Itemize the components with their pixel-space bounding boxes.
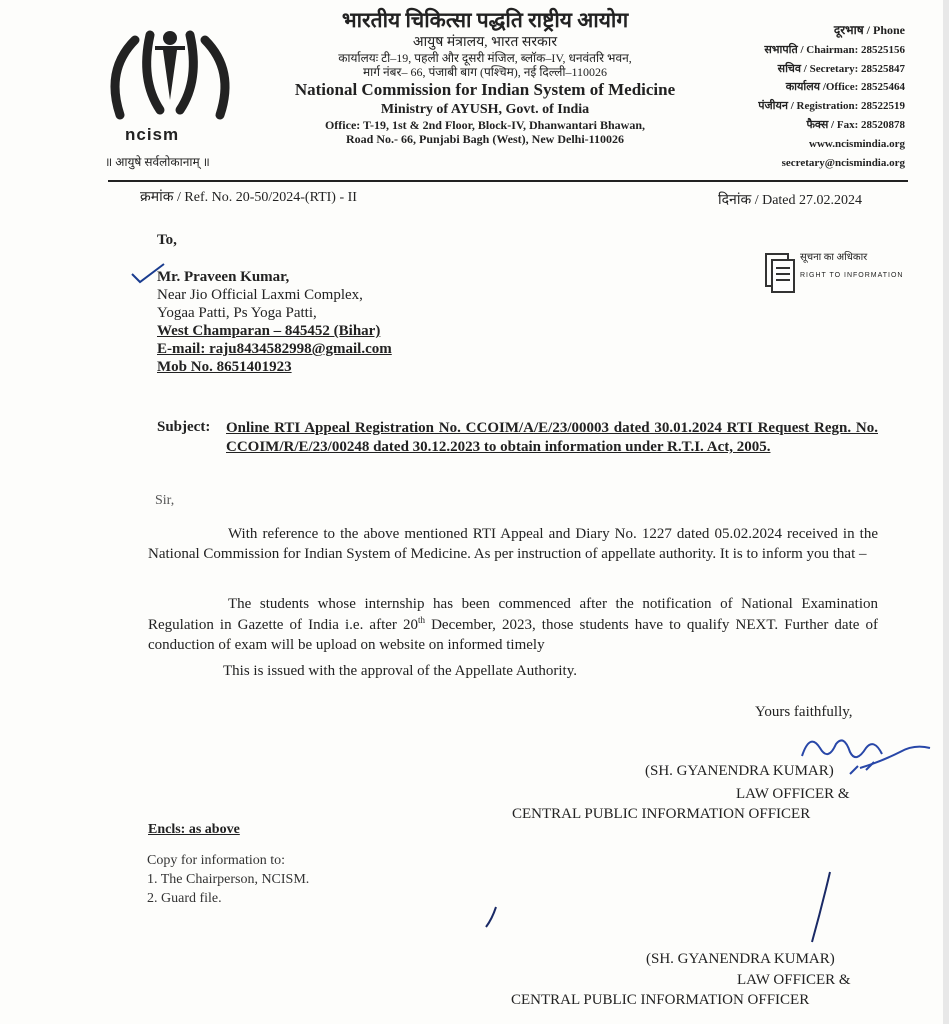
english-address-2: Road No.- 66, Punjabi Bagh (West), New Delhi-110026 bbox=[345, 132, 624, 147]
registration-phone: पंजीयन / Registration: 28522519 bbox=[758, 100, 905, 113]
copy-item-1: 1. The Chairperson, NCISM. bbox=[147, 871, 310, 887]
paragraph-3: This is issued with the approval of the Appellate Authority. bbox=[223, 663, 577, 679]
english-ministry: Ministry of AYUSH, Govt. of India bbox=[380, 101, 590, 117]
office-phone: कार्यालय /Office: 28525464 bbox=[785, 81, 905, 94]
copy-to-list bbox=[147, 852, 309, 909]
paragraph-2-part-b: December, 2023, those students have to qualify NEXT. Further date of conduction of exam will be upload on website on informed timely bbox=[148, 616, 878, 653]
letter-date: दिनांक / Dated 27.02.2024 bbox=[718, 193, 863, 208]
signatory-1-title-1: LAW OFFICER & bbox=[736, 786, 850, 802]
chairman-phone: सभापति / Chairman: 28525156 bbox=[764, 43, 905, 56]
signatory-2-title-1: LAW OFFICER & bbox=[737, 972, 851, 988]
secretary-phone: सचिव / Secretary: 28525847 bbox=[777, 62, 905, 75]
recipient-email: E-mail: raju8434582998@gmail.com bbox=[157, 341, 392, 357]
signatory-2-title-2: CENTRAL PUBLIC INFORMATION OFFICER bbox=[511, 992, 810, 1008]
english-address-1: Office: T-19, 1st & 2nd Floor, Block-IV, Dhanwantari Bhawan, bbox=[324, 117, 646, 132]
letterhead-contacts bbox=[715, 20, 905, 173]
recipient-address bbox=[157, 268, 392, 376]
letterhead-center bbox=[240, 8, 730, 147]
pen-mark-icon bbox=[482, 905, 502, 931]
english-title: National Commission for Indian System of Medicine bbox=[294, 79, 676, 99]
phone-title: दूरभाष / Phone bbox=[833, 23, 905, 37]
logo-motto: ॥ आयुषे सर्वलोकानाम् ॥ bbox=[105, 155, 210, 169]
pen-stroke-icon bbox=[806, 870, 836, 945]
address-line-1: Near Jio Official Laxmi Complex, bbox=[157, 287, 363, 303]
signatory-1-title-2: CENTRAL PUBLIC INFORMATION OFFICER bbox=[512, 806, 811, 822]
contact-email: secretary@ncismindia.org bbox=[781, 157, 905, 170]
ncism-logo bbox=[95, 10, 245, 170]
paragraph-2-superscript: th bbox=[417, 614, 425, 625]
to-label: To, bbox=[157, 232, 177, 248]
hindi-address-2: मार्ग नंबर– 66, पंजाबी बाग (पश्चिम), नई दिल्ली–110026 bbox=[362, 65, 608, 80]
signatory-2-name: (SH. GYANENDRA KUMAR) bbox=[646, 951, 835, 967]
logo-text: ncism bbox=[125, 125, 180, 144]
signatory-1-name: (SH. GYANENDRA KUMAR) bbox=[645, 763, 834, 779]
copy-item-2: 2. Guard file. bbox=[147, 890, 222, 906]
reference-number: क्रमांक / Ref. No. 20-50/2024-(RTI) - II bbox=[140, 190, 357, 205]
header-divider bbox=[108, 180, 908, 182]
paragraph-2-part-a: The students whose internship has been commenced after the notification of National Examination Regulation in Gazette of India i.e. after 20 bbox=[148, 596, 878, 633]
rti-hindi: सूचना का अधिकार bbox=[800, 252, 868, 263]
enclosure-note: Encls: as above bbox=[148, 822, 240, 837]
paragraph-1: With reference to the above mentioned RTI Appeal and Diary No. 1227 dated 05.02.2024 received in the National Commission for Indian System of Medicine. As per instruction of appellate authority. It is to inform you that – bbox=[148, 526, 878, 562]
hindi-ministry: आयुष मंत्रालय, भारत सरकार bbox=[412, 34, 558, 50]
salutation: Sir, bbox=[155, 493, 175, 508]
website: www.ncismindia.org bbox=[809, 138, 905, 151]
hindi-title: भारतीय चिकित्सा पद्धति राष्ट्रीय आयोग bbox=[341, 8, 629, 32]
recipient-name: Mr. Praveen Kumar, bbox=[157, 269, 290, 285]
subject-label: Subject: bbox=[157, 419, 211, 435]
address-line-2: Yogaa Patti, Ps Yoga Patti, bbox=[157, 305, 317, 321]
paragraph-2 bbox=[148, 595, 878, 656]
subject-text: Online RTI Appeal Registration No. CCOIM/A/E/23/00003 dated 30.01.2024 RTI Request Regn. No. CCOIM/R/E/23/00248 dated 30.12.2023 to obtain information under R.T.I. Act, 2005. bbox=[226, 420, 878, 455]
page-edge bbox=[943, 0, 949, 1024]
address-line-3: West Champaran – 845452 (Bihar) bbox=[157, 323, 381, 339]
copy-heading: Copy for information to: bbox=[147, 853, 286, 868]
fax-number: फैक्स / Fax: 28520878 bbox=[806, 119, 905, 132]
rti-logo-icon bbox=[762, 250, 798, 296]
recipient-mobile: Mob No. 8651401923 bbox=[157, 359, 292, 375]
rti-english: RIGHT TO INFORMATION bbox=[800, 272, 904, 279]
hindi-address-1: कार्यालयः टी–19, पहली और दूसरी मंजिल, ब्लॉक–IV, धनवंतरि भवन, bbox=[338, 50, 632, 65]
closing: Yours faithfully, bbox=[755, 704, 853, 720]
